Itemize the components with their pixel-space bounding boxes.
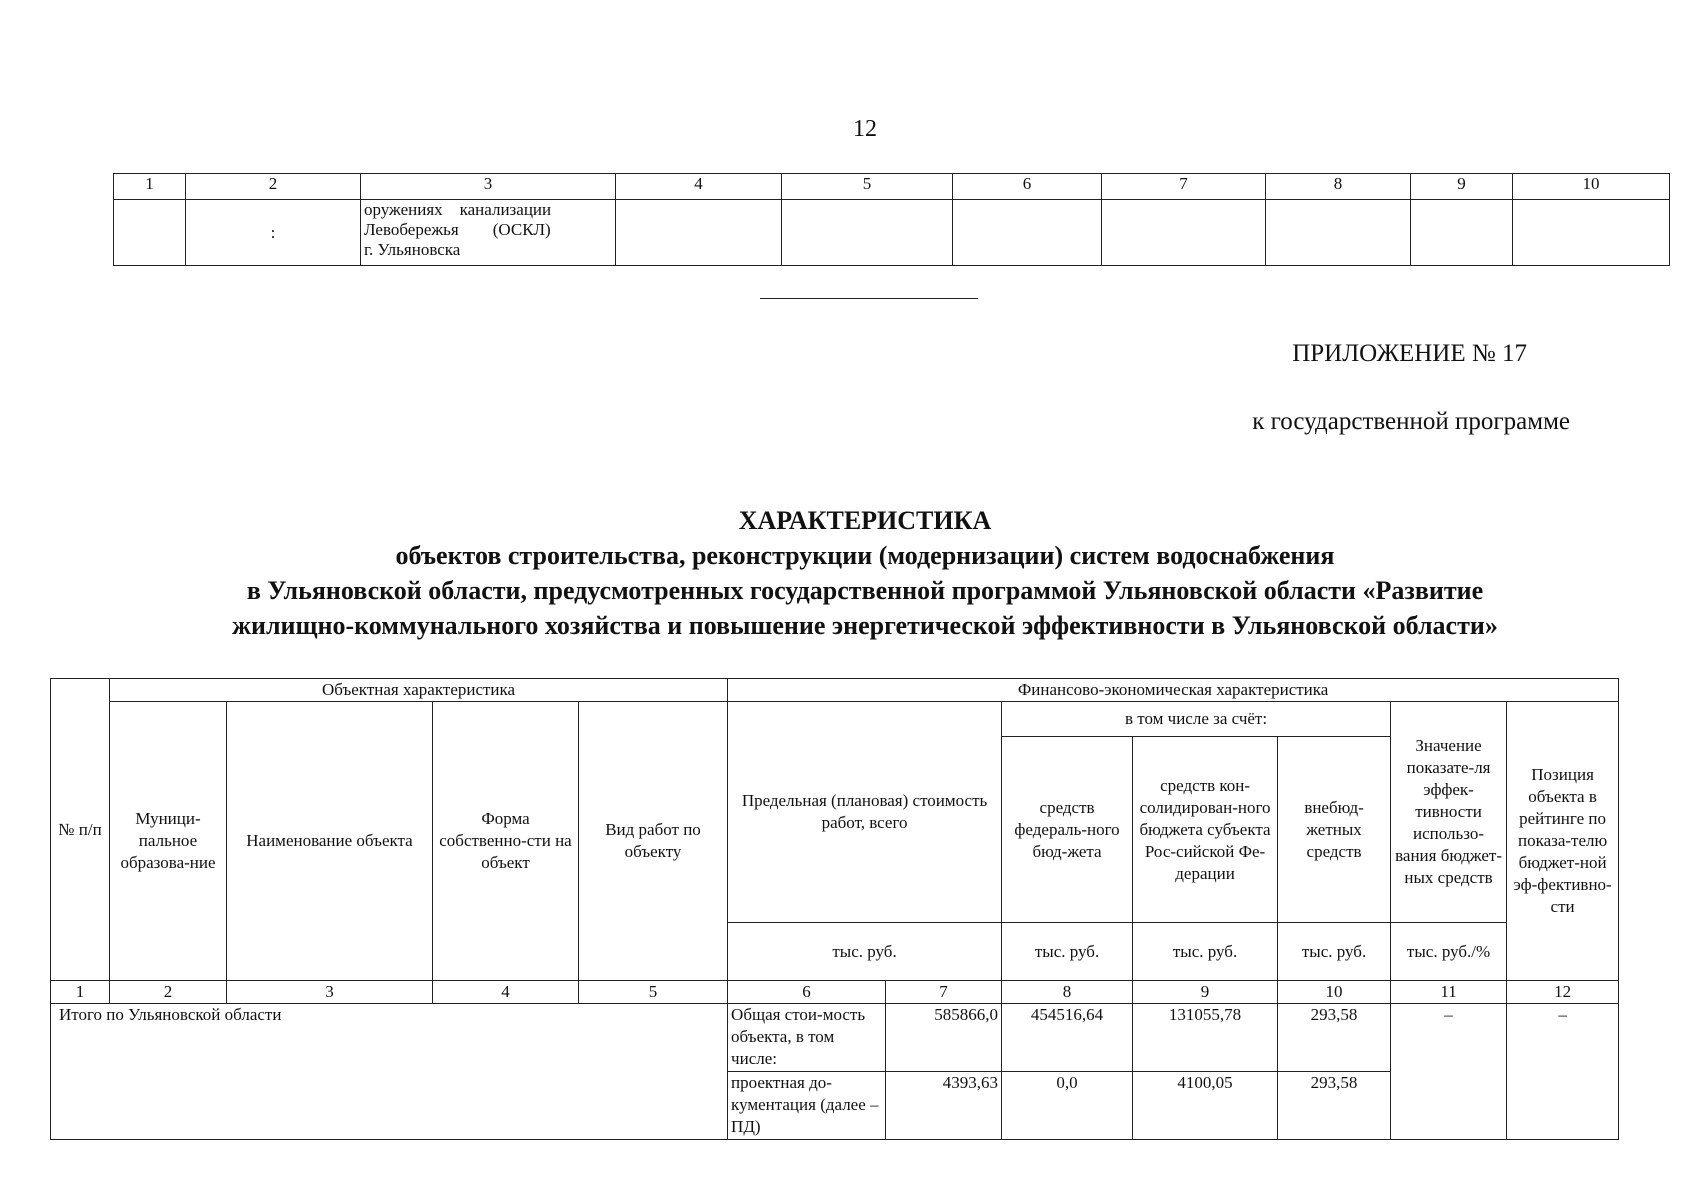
column-number: 10 [1513, 174, 1670, 200]
consolidated-value: 4100,05 [1133, 1072, 1278, 1140]
column-number: 3 [361, 174, 616, 200]
unit-label: тыс. руб. [1278, 923, 1391, 981]
header-efficiency: Значение показате-ля эффек-тивности использо-вания бюджет-ных средств [1391, 702, 1507, 923]
total-cost-value: 4393,63 [886, 1072, 1002, 1140]
table-cell [1513, 200, 1670, 266]
column-number: 5 [579, 981, 728, 1004]
table-cell [114, 200, 186, 266]
header-total-cost: Предельная (плановая) стоимость работ, всего [728, 702, 1002, 923]
column-number: 2 [186, 174, 361, 200]
total-label: Итого по Ульяновской области [51, 1004, 728, 1140]
appendix-subtitle: к государственной программе [1252, 408, 1570, 435]
heading-line: жилищно-коммунального хозяйства и повышение энергетической эффективности в Ульяновской области» [232, 611, 1498, 640]
column-number-row [51, 981, 1619, 1004]
object-name-continuation [361, 200, 616, 266]
column-number: 12 [1507, 981, 1619, 1004]
table-row [51, 1004, 1619, 1072]
extrabudgetary-value: 293,58 [1278, 1072, 1391, 1140]
federal-value: 454516,64 [1002, 1004, 1133, 1072]
extrabudgetary-value: 293,58 [1278, 1004, 1391, 1072]
column-number: 9 [1133, 981, 1278, 1004]
header-number: № п/п [51, 679, 110, 981]
consolidated-value: 131055,78 [1133, 1004, 1278, 1072]
continuation-data-row [114, 200, 1670, 266]
unit-label: тыс. руб. [1002, 923, 1133, 981]
stray-mark: : [186, 200, 361, 266]
text-line: Левобережья (ОСКЛ) [364, 220, 551, 239]
header-rating-position: Позиция объекта в рейтинге по показа-телю бюджет-ной эф-фективно-сти [1507, 702, 1619, 981]
header-extrabudgetary: внебюд-жетных средств [1278, 737, 1391, 923]
continuation-header-row [114, 174, 1670, 200]
unit-label: тыс. руб. [1133, 923, 1278, 981]
document-heading [0, 503, 1703, 643]
page-number: 12 [853, 116, 877, 142]
heading-title: ХАРАКТЕРИСТИКА [738, 506, 992, 535]
table-cell [616, 200, 782, 266]
header-federal: средств федераль-ного бюд-жета [1002, 737, 1133, 923]
table-cell [1266, 200, 1411, 266]
header-municipality: Муници-пальное образова-ние [110, 702, 227, 981]
separator-line [760, 298, 978, 299]
column-number: 8 [1002, 981, 1133, 1004]
unit-label: тыс. руб./% [1391, 923, 1507, 981]
column-number: 1 [51, 981, 110, 1004]
column-number: 2 [110, 981, 227, 1004]
column-number: 7 [1102, 174, 1266, 200]
table-cell [1102, 200, 1266, 266]
appendix-title: ПРИЛОЖЕНИЕ № 17 [1292, 340, 1527, 367]
table-cell [1411, 200, 1513, 266]
unit-label: тыс. руб. [728, 923, 1002, 981]
characteristics-table [50, 678, 1619, 1140]
heading-line: в Ульяновской области, предусмотренных государственной программой Ульяновской области «Развитие [246, 576, 1484, 605]
column-number: 5 [782, 174, 953, 200]
header-row [51, 702, 1619, 737]
table-cell [782, 200, 953, 266]
header-object-name: Наименование объекта [227, 702, 433, 981]
text-line: оружениях канализации [364, 200, 552, 219]
column-number: 10 [1278, 981, 1391, 1004]
column-number: 6 [728, 981, 886, 1004]
header-object-group: Объектная характеристика [110, 679, 728, 702]
column-number: 7 [886, 981, 1002, 1004]
header-ownership: Форма собственно-сти на объект [433, 702, 579, 981]
rating-value: – [1507, 1004, 1619, 1140]
header-consolidated: средств кон-солидирован-ного бюджета субъекта Рос-сийской Фе-дерации [1133, 737, 1278, 923]
column-number: 3 [227, 981, 433, 1004]
text-line: г. Ульяновска [364, 240, 461, 259]
table-cell [953, 200, 1102, 266]
row-label: проектная до-кументация (далее – ПД) [728, 1072, 886, 1140]
total-cost-value: 585866,0 [886, 1004, 1002, 1072]
header-work-type: Вид работ по объекту [579, 702, 728, 981]
column-number: 4 [616, 174, 782, 200]
continuation-table [113, 173, 1670, 266]
group-header-row [51, 679, 1619, 702]
column-number: 4 [433, 981, 579, 1004]
federal-value: 0,0 [1002, 1072, 1133, 1140]
column-number: 8 [1266, 174, 1411, 200]
row-label: Общая стои-мость объекта, в том числе: [728, 1004, 886, 1072]
header-finance-group: Финансово-экономическая характеристика [728, 679, 1619, 702]
column-number: 11 [1391, 981, 1507, 1004]
column-number: 1 [114, 174, 186, 200]
column-number: 9 [1411, 174, 1513, 200]
column-number: 6 [953, 174, 1102, 200]
header-including: в том числе за счёт: [1002, 702, 1391, 737]
heading-line: объектов строительства, реконструкции (модернизации) систем водоснабжения [395, 541, 1335, 570]
efficiency-value: – [1391, 1004, 1507, 1140]
